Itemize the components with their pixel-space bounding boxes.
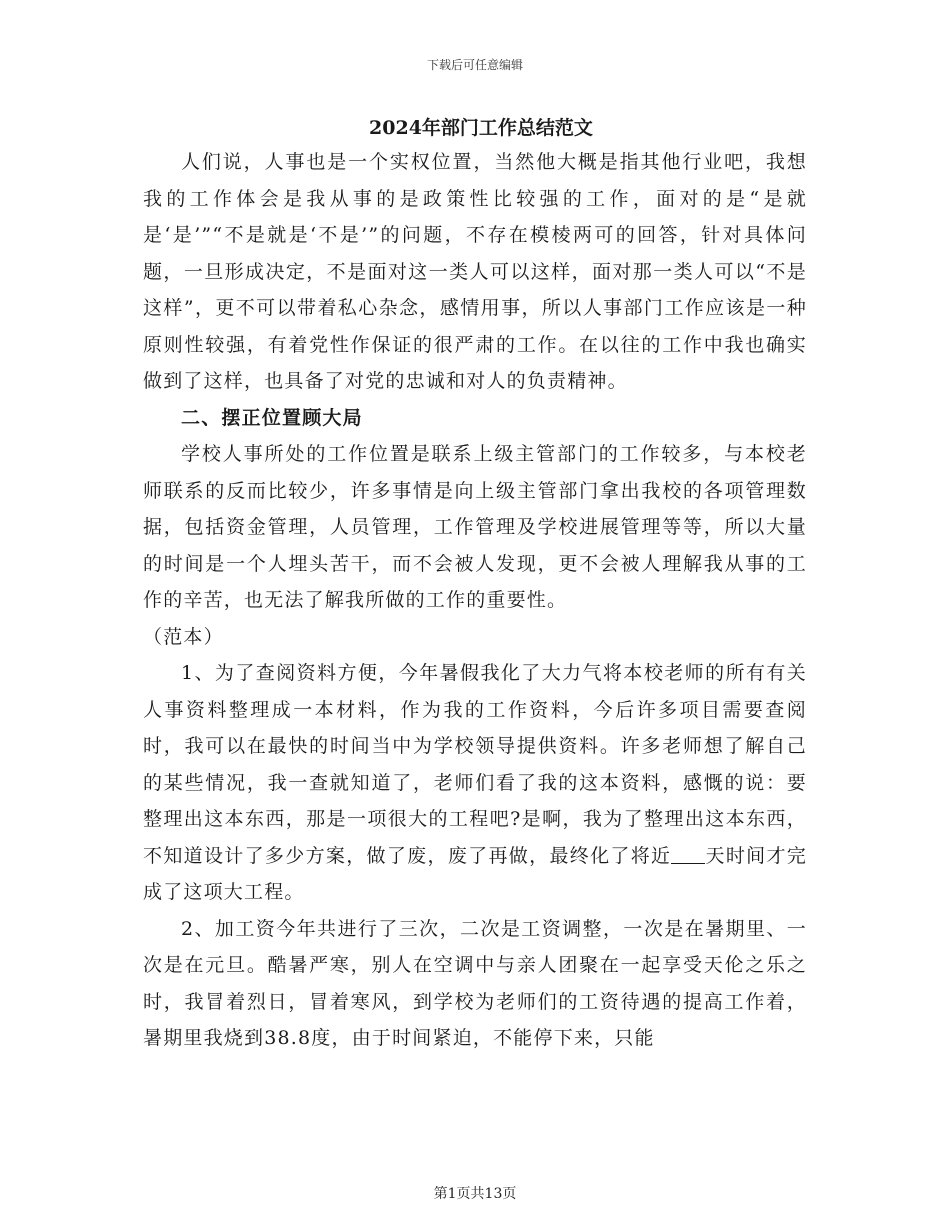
section-heading-2: 二、摆正位置顾大局 (181, 406, 363, 429)
paragraph-4-part-a: 1、为了查阅资料方便，今年暑假我化了大力气将本校老师的所有有关人事资料整理成一本材料，作为我的工作资料，今后许多项目需要查阅时，我可以在最快的时间当中为学校领导提供资料。许多老师想了解自己的某些情况，我一查就知道了，老师们看了我的这本资料，感慨的说：要整理出这本东西，那是一项很大的工程吧?是啊，我为了整理出这本东西，不知道设计了多少方案，做了废，废了再做，最终化了将近 (143, 662, 807, 867)
paragraph-4 (143, 655, 807, 911)
fill-in-blank (671, 844, 705, 864)
page-number: 第1页共13页 (433, 1186, 517, 1202)
paragraph-5: 2、加工资今年共进行了三次，二次是工资调整，一次是在暑期里、一次是在元旦。酷暑严寒，别人在空调中与亲人团聚在一起享受天伦之乐之时，我冒着烈日，冒着寒风，到学校为老师们的工资待遇的提高工作着，暑期里我烧到38.8度，由于时间紧迫，不能停下来，只能 (143, 917, 807, 1049)
paragraph-2: 学校人事所处的工作位置是联系上级主管部门的工作较多，与本校老师联系的反而比较少，许多事情是向上级主管部门拿出我校的各项管理数据，包括资金管理，人员管理，工作管理及学校进展管理等等，所以大量的时间是一个人埋头苦干，而不会被人发现，更不会被人理解我从事的工作的辛苦，也无法了解我所做的工作的重要性。 (143, 443, 807, 611)
paragraph-3: （范本） (143, 625, 224, 648)
paragraph-4-part-b: 天时间才完成了这项大工程。 (143, 844, 807, 903)
document-body (143, 112, 807, 1057)
document-title: 2024年部门工作总结范文 (369, 117, 593, 139)
download-note: 下载后可任意编辑 (426, 58, 523, 72)
paragraph-1: 人们说，人事也是一个实权位置，当然他大概是指其他行业吧，我想我的工作体会是我从事的是政策性比较强的工作，面对的是“是就是‘是’”“不是就是‘不是’”的问题，不存在模棱两可的回答，针对具体问题，一旦形成决定，不是面对这一类人可以这样，面对那一类人可以“不是这样”，更不可以带着私心杂念，感情用事，所以人事部门工作应该是一种原则性较强，有着党性作保证的很严肃的工作。在以往的工作中我也确实做到了这样，也具备了对党的忠诚和对人的负责精神。 (143, 151, 807, 392)
